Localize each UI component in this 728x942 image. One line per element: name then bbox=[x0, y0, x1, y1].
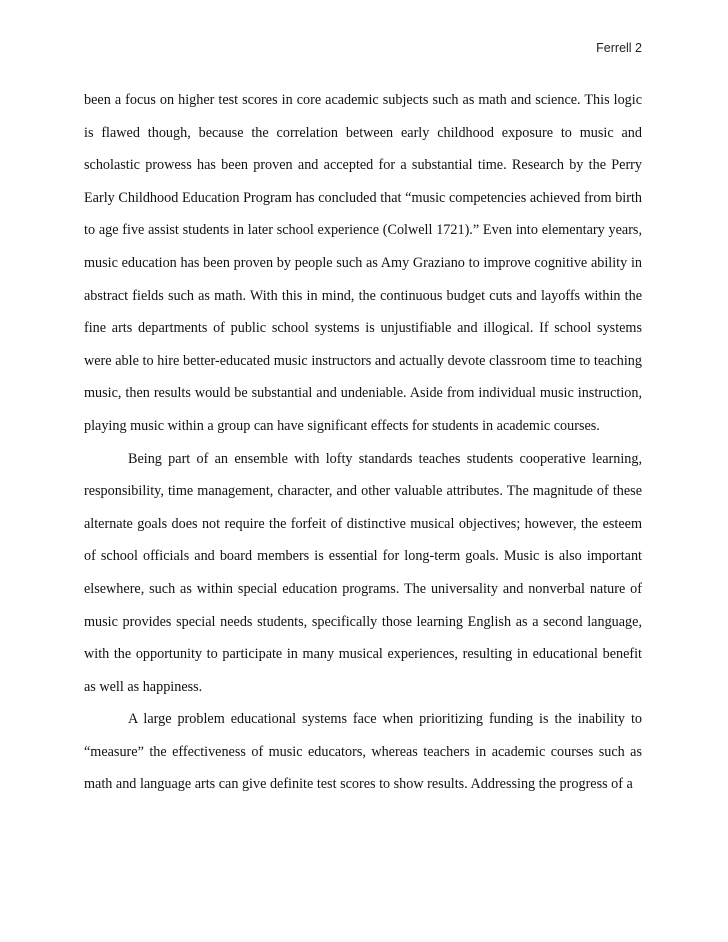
paragraph-2: Being part of an ensemble with lofty standards teaches students cooperative learning, responsibility, time management, character, and other valuable attributes. The magnitude of these alternate goals does not require the forfeit of distinctive musical objectives; however, the esteem of school officials and board members is essential for long-term goals. Music is also important elsewhere, such as within special education programs. The universality and nonverbal nature of music provides special needs students, specifically those learning English as a second language, with the opportunity to participate in many musical experiences, resulting in educational benefit as well as happiness. bbox=[84, 450, 642, 695]
running-head: Ferrell 2 bbox=[596, 41, 642, 55]
body-text bbox=[84, 84, 642, 801]
paragraph-3: A large problem educational systems face when prioritizing funding is the inability to “measure” the effectiveness of music educators, whereas teachers in academic courses such as math and language arts can give definite test scores to show results. Addressing the progress of a bbox=[84, 711, 642, 793]
paragraph-1: been a focus on higher test scores in core academic subjects such as math and science. This logic is flawed though, because the correlation between early childhood exposure to music and scholastic prowess has been proven and accepted for a substantial time. Research by the Perry Early Childhood Education Program has concluded that “music competencies achieved from birth to age five assist students in later school experience (Colwell 1721).” Even into elementary years, music education has been proven by people such as Amy Graziano to improve cognitive ability in abstract fields such as math. With this in mind, the continuous budget cuts and layoffs within the fine arts departments of public school systems is unjustifiable and illogical. If school systems were able to hire better-educated music instructors and actually devote classroom time to teaching music, then results would be substantial and undeniable. Aside from individual music instruction, playing music within a group can have significant effects for students in academic courses. bbox=[84, 92, 642, 434]
